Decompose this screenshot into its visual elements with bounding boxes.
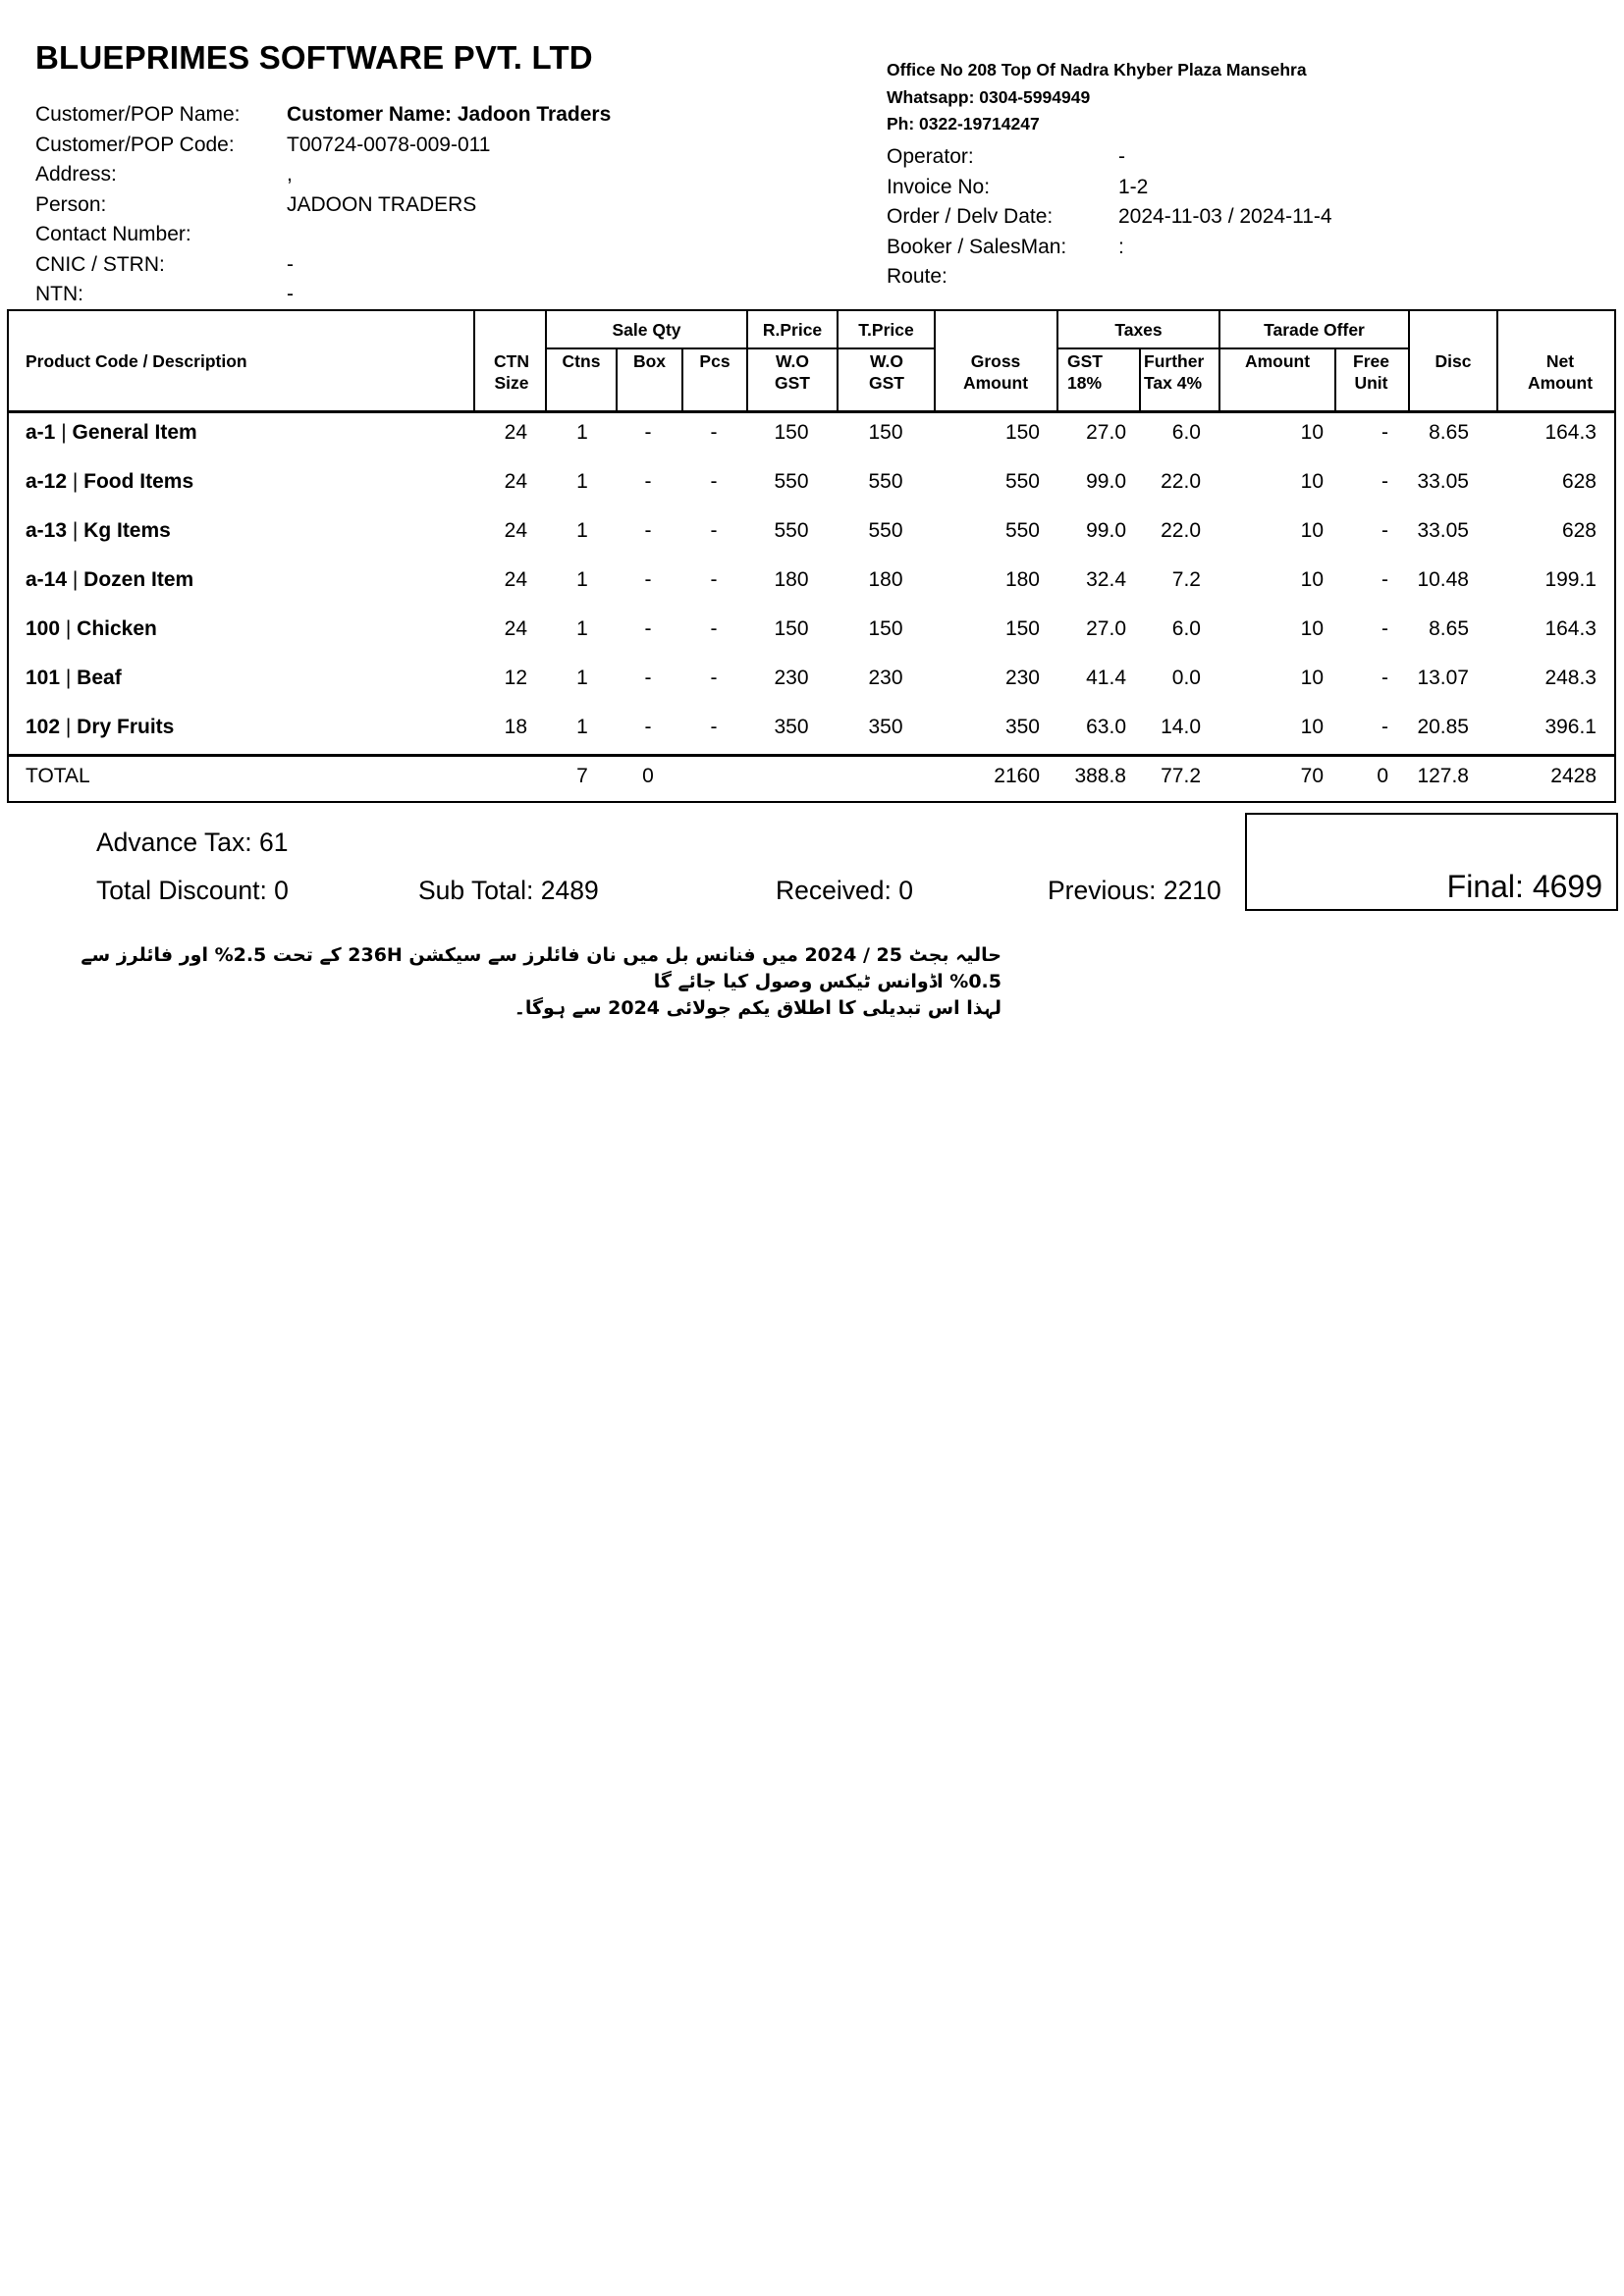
header-sale-qty: Sale Qty [612,320,681,340]
cell-to-amount: 10 [1300,667,1324,689]
code-separator: | [67,470,84,493]
info-label: NTN: [35,283,83,305]
info-row [887,142,1594,173]
cell-gross: 350 [1004,716,1040,738]
product-description [26,716,174,739]
cell-gst: 388.8 [1074,765,1126,787]
total-label: TOTAL [26,765,90,787]
previous-balance: Previous: 2210 [1048,876,1221,905]
cell-ctns: 1 [576,568,588,591]
info-row [35,160,821,190]
cell-box: - [644,617,652,640]
cell-pcs: - [710,617,718,640]
cell-further: 7.2 [1171,568,1201,591]
info-row [35,100,821,131]
header-gst: GST 18% [1067,351,1103,393]
cell-disc: 127.8 [1417,765,1469,787]
cell-free: - [1381,568,1388,591]
cell-further: 22.0 [1161,470,1201,493]
invoice-info [887,142,1594,293]
company-contact [887,57,1307,138]
code-separator: | [60,617,78,640]
product-code: 102 [26,716,61,738]
product-name: Food Items [83,470,194,493]
tax-notice-line-2: لہذا اس تبدیلی کا اطلاق یکم جولائی 2024 سے ہوگا۔ [514,997,1001,1019]
cell-to-amount: 10 [1300,716,1324,738]
info-value: Customer Name: Jadoon Traders [287,103,612,126]
cell-gst: 41.4 [1086,667,1126,689]
cell-tprice: 550 [868,470,903,493]
invoice-table [7,309,1616,803]
product-name: Kg Items [83,519,171,542]
cell-free: - [1381,519,1388,542]
cell-rprice: 550 [774,519,809,542]
final-total-box [1245,813,1618,911]
product-code: a-1 [26,421,56,444]
info-value: JADOON TRADERS [287,192,477,216]
product-name: Beaf [77,667,122,689]
cell-net: 628 [1561,519,1597,542]
info-label: Operator: [887,145,974,168]
cell-gst: 63.0 [1086,716,1126,738]
cell-disc: 20.85 [1417,716,1469,738]
product-name: Dry Fruits [77,716,175,738]
cell-net: 199.1 [1544,568,1597,591]
cell-net: 2428 [1550,765,1597,787]
info-value: - [287,252,294,276]
tax-notice [29,942,1001,1022]
header-disc: Disc [1435,351,1472,371]
info-label: Invoice No: [887,175,991,198]
header-to-amount: Amount [1244,351,1311,371]
whatsapp-number: Whatsapp: 0304-5994949 [887,86,1091,107]
cell-ctns: 1 [576,667,588,689]
info-row [35,131,821,161]
cell-pcs: - [710,470,718,493]
header-free-unit: Free Unit [1353,351,1389,393]
cell-ctns: 1 [576,470,588,493]
info-label: Booker / SalesMan: [887,235,1067,258]
cell-box: - [644,568,652,591]
cell-ctns: 1 [576,716,588,738]
cell-tprice: 550 [868,519,903,542]
header-box: Box [632,351,667,371]
product-description [26,421,197,445]
header-taxes: Taxes [1114,320,1163,340]
cell-free: - [1381,470,1388,493]
cell-tprice: 350 [868,716,903,738]
cell-ctn: 12 [504,667,527,689]
cell-box: - [644,421,652,444]
info-row [35,280,821,310]
cell-pcs: - [710,519,718,542]
cell-gross: 550 [1004,519,1040,542]
cell-pcs: - [710,667,718,689]
product-name: Dozen Item [83,568,194,591]
cell-gross: 230 [1004,667,1040,689]
info-label: Customer/POP Code: [35,133,235,156]
cell-rprice: 550 [774,470,809,493]
cell-gst: 99.0 [1086,519,1126,542]
info-label: Order / Delv Date: [887,205,1054,228]
header-rprice-sub: W.O GST [775,351,810,393]
cell-gst: 27.0 [1086,617,1126,640]
header-rprice: R.Price [762,320,823,340]
cell-net: 164.3 [1544,421,1597,444]
cell-free: 0 [1377,765,1388,787]
product-code: a-12 [26,470,68,493]
cell-disc: 10.48 [1417,568,1469,591]
info-row [887,262,1594,293]
info-label: Contact Number: [35,223,191,245]
cell-ctn: 24 [504,421,527,444]
cell-gst: 27.0 [1086,421,1126,444]
cell-rprice: 180 [774,568,809,591]
cell-rprice: 350 [774,716,809,738]
cell-ctns: 1 [576,519,588,542]
divider [1139,347,1141,410]
product-code: a-13 [26,519,68,542]
info-row [887,233,1594,263]
cell-to-amount: 10 [1300,421,1324,444]
cell-gross: 2160 [994,765,1040,787]
header-pcs: Pcs [699,351,731,371]
cell-box: - [644,470,652,493]
info-label: Address: [35,163,117,186]
cell-to-amount: 10 [1300,519,1324,542]
info-value: 1-2 [1118,175,1149,198]
cell-tprice: 150 [868,617,903,640]
info-value: - [287,283,294,305]
code-separator: | [67,568,84,591]
cell-tprice: 150 [868,421,903,444]
divider [473,311,475,410]
info-label: Person: [35,192,107,216]
header-gross: Gross Amount [962,351,1029,393]
info-label: Route: [887,265,947,288]
product-description [26,568,193,592]
cell-gross: 150 [1004,421,1040,444]
cell-box: - [644,519,652,542]
cell-ctn: 24 [504,568,527,591]
cell-ctns: 1 [576,421,588,444]
cell-rprice: 150 [774,421,809,444]
info-row [35,220,821,250]
cell-rprice: 230 [774,667,809,689]
cell-further: 77.2 [1161,765,1201,787]
divider [1496,311,1498,410]
cell-gst: 99.0 [1086,470,1126,493]
info-label: Customer/POP Name: [35,103,241,126]
office-address: Office No 208 Top Of Nadra Khyber Plaza Mansehra [887,60,1307,80]
info-row [887,173,1594,203]
cell-further: 14.0 [1161,716,1201,738]
cell-ctns: 1 [576,617,588,640]
cell-gst: 32.4 [1086,568,1126,591]
divider [1056,347,1408,349]
info-row [35,250,821,281]
customer-info [35,100,821,310]
code-separator: | [55,421,73,444]
product-code: 100 [26,617,61,640]
product-description [26,519,171,543]
header-trade-offer: Tarade Offer [1264,320,1365,340]
cell-ctn: 18 [504,716,527,738]
cell-box: - [644,716,652,738]
cell-further: 0.0 [1171,667,1201,689]
cell-net: 164.3 [1544,617,1597,640]
header-tprice-sub: W.O GST [869,351,904,393]
total-separator [9,754,1614,757]
header-ctn-size: CTN Size [494,351,529,393]
header-tprice: T.Price [858,320,914,340]
info-row [887,202,1594,233]
product-description [26,617,157,641]
cell-gross: 180 [1004,568,1040,591]
cell-free: - [1381,617,1388,640]
header-ctns: Ctns [562,351,601,371]
info-value: 2024-11-03 / 2024-11-4 [1118,205,1332,228]
advance-tax: Advance Tax: 61 [96,828,289,857]
cell-to-amount: 10 [1300,568,1324,591]
received-amount: Received: 0 [776,876,913,905]
info-label: CNIC / STRN: [35,252,165,276]
product-description [26,470,193,494]
cell-net: 628 [1561,470,1597,493]
header-net-amount: Net Amount [1527,351,1594,393]
cell-ctn: 24 [504,617,527,640]
cell-pcs: - [710,568,718,591]
info-row [35,190,821,221]
cell-to-amount: 10 [1300,470,1324,493]
cell-pcs: - [710,716,718,738]
code-separator: | [67,519,84,542]
cell-further: 6.0 [1171,421,1201,444]
product-name: Chicken [77,617,157,640]
cell-free: - [1381,716,1388,738]
header-product: Product Code / Description [26,351,247,371]
cell-box: 0 [642,765,654,787]
divider [545,347,746,349]
cell-free: - [1381,667,1388,689]
sub-total: Sub Total: 2489 [418,876,599,905]
cell-ctn: 24 [504,470,527,493]
header-separator [9,410,1614,413]
cell-gross: 550 [1004,470,1040,493]
cell-gross: 150 [1004,617,1040,640]
info-value: - [1118,145,1125,168]
cell-disc: 33.05 [1417,470,1469,493]
cell-further: 6.0 [1171,617,1201,640]
company-name: BLUEPRIMES SOFTWARE PVT. LTD [35,39,593,76]
cell-disc: 13.07 [1417,667,1469,689]
cell-disc: 8.65 [1429,617,1469,640]
code-separator: | [60,667,78,689]
header-further-tax: Further Tax 4% [1144,351,1205,393]
phone-number: Ph: 0322-19714247 [887,114,1040,133]
tax-notice-line-1: حالیہ بجٹ 25 / 2024 میں فنانس بل میں نان فائلرز سے سیکشن 236H کے تحت 2.5% اور فائلرز سے 0.5% اڈوانس ٹیکس وصول کیا جائے گا [81,944,1001,992]
cell-free: - [1381,421,1388,444]
cell-disc: 33.05 [1417,519,1469,542]
cell-pcs: - [710,421,718,444]
code-separator: | [60,716,78,738]
cell-rprice: 150 [774,617,809,640]
cell-to-amount: 70 [1300,765,1324,787]
product-name: General Item [72,421,197,444]
cell-to-amount: 10 [1300,617,1324,640]
cell-net: 248.3 [1544,667,1597,689]
divider [746,347,935,349]
final-total: Final: 4699 [1446,869,1602,904]
divider [934,311,936,410]
product-code: 101 [26,667,61,689]
product-code: a-14 [26,568,68,591]
info-value: T00724-0078-009-011 [287,133,491,156]
cell-further: 22.0 [1161,519,1201,542]
total-discount: Total Discount: 0 [96,876,289,905]
cell-tprice: 230 [868,667,903,689]
cell-net: 396.1 [1544,716,1597,738]
divider [1334,347,1336,410]
cell-disc: 8.65 [1429,421,1469,444]
info-value: , [287,163,293,186]
cell-ctns: 7 [576,765,588,787]
product-description [26,667,122,690]
cell-tprice: 180 [868,568,903,591]
cell-ctn: 24 [504,519,527,542]
cell-box: - [644,667,652,689]
info-value: : [1118,235,1124,258]
